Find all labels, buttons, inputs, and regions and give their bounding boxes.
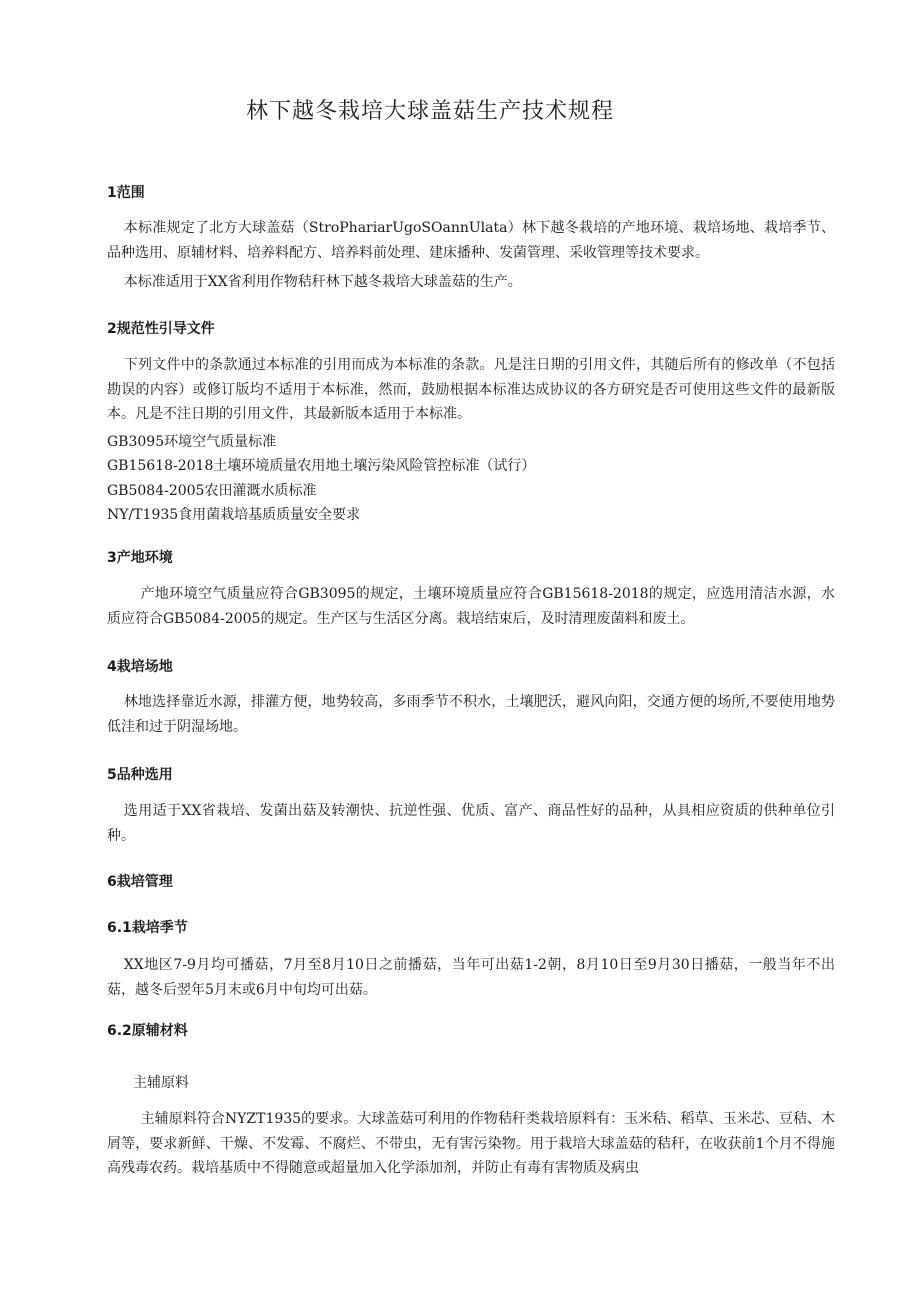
section-6-2-subheading: 主辅原料 <box>133 1075 189 1091</box>
section-4-paragraph-1: 林地选择靠近水源，排灌方便，地势较高，多雨季节不积水，土壤肥沃，避风向阳，交通方便的场所,不要使用地势低洼和过于阴湿场地。 <box>107 694 835 735</box>
section-3-heading: 3产地环境 <box>107 550 173 566</box>
section-3-paragraph-1: 产地环境空气质量应符合GB3095的规定，土壤环境质量应符合GB15618-2018的规定，应选用清洁水源，水质应符合GB5084-2005的规定。生产区与生活区分离。栽培结束后，及时清理废菌料和废土。 <box>107 586 835 627</box>
section-5-heading: 5品种选用 <box>107 767 173 783</box>
section-2-paragraph-1: 下列文件中的条款通过本标准的引用而成为本标准的条款。凡是注日期的引用文件，其随后所有的修改单（不包括勘误的内容）或修订版均不适用于本标准，然而，鼓励根据本标准达成协议的各方研究是否可使用这些文件的最新版本。凡是不注日期的引用文件，其最新版本适用于本标准。 <box>107 357 835 422</box>
section-6-1-paragraph-1: XX地区7-9月均可播菇，7月至8月10日之前播菇，当年可出菇1-2朝，8月10日至9月30日播菇，一般当年不出菇，越冬后翌年5月末或6月中旬均可出菇。 <box>107 957 835 998</box>
section-6-2-paragraph-1: 主辅原料符合NYZT1935的要求。大球盖菇可利用的作物秸秆类栽培原料有：玉米秸、稻草、玉米芯、豆秸、木屑等，要求新鲜、干燥、不发霉、不腐烂、不带虫，无有害污染物。用于栽培大球盖菇的秸秆，在收获前1个月不得施高残毒农药。栽培基质中不得随意或超量加入化学添加剂，并防止有毒有害物质及病虫 <box>107 1111 835 1176</box>
reference-item: GB5084-2005农田灌溉水质标准 <box>107 483 317 499</box>
reference-item: GB3095环境空气质量标准 <box>107 434 277 450</box>
section-6-heading: 6栽培管理 <box>107 874 173 890</box>
page-title: 林下越冬栽培大球盖菇生产技术规程 <box>245 99 614 124</box>
section-4-heading: 4栽培场地 <box>107 659 173 675</box>
reference-item: GB15618-2018土壤环境质量农用地土壤污染风险管控标准（试行） <box>107 458 536 474</box>
section-1-paragraph-2: 本标准适用于XX省利用作物秸秆林下越冬栽培大球盖菇的生产。 <box>123 274 522 290</box>
section-6-2-heading: 6.2原辅材料 <box>107 1023 188 1039</box>
section-1-paragraph-1: 本标准规定了北方大球盖菇（StroPhariarUgoSOannUlata）林下越冬栽培的产地环境、栽培场地、栽培季节、品种选用、原辅材料、培养料配方、培养料前处理、建床播种、发菌管理、采收管理等技术要求。 <box>107 220 835 261</box>
section-2-heading: 2规范性引导文件 <box>107 321 215 337</box>
reference-item: NY/T1935食用菌栽培基质质量安全要求 <box>107 507 361 523</box>
section-6-1-heading: 6.1栽培季节 <box>107 920 188 936</box>
section-5-paragraph-1: 选用适于XX省栽培、发菌出菇及转潮快、抗逆性强、优质、富产、商品性好的品种，从具相应资质的供种单位引种。 <box>107 803 835 844</box>
section-1-heading: 1范围 <box>107 185 145 201</box>
